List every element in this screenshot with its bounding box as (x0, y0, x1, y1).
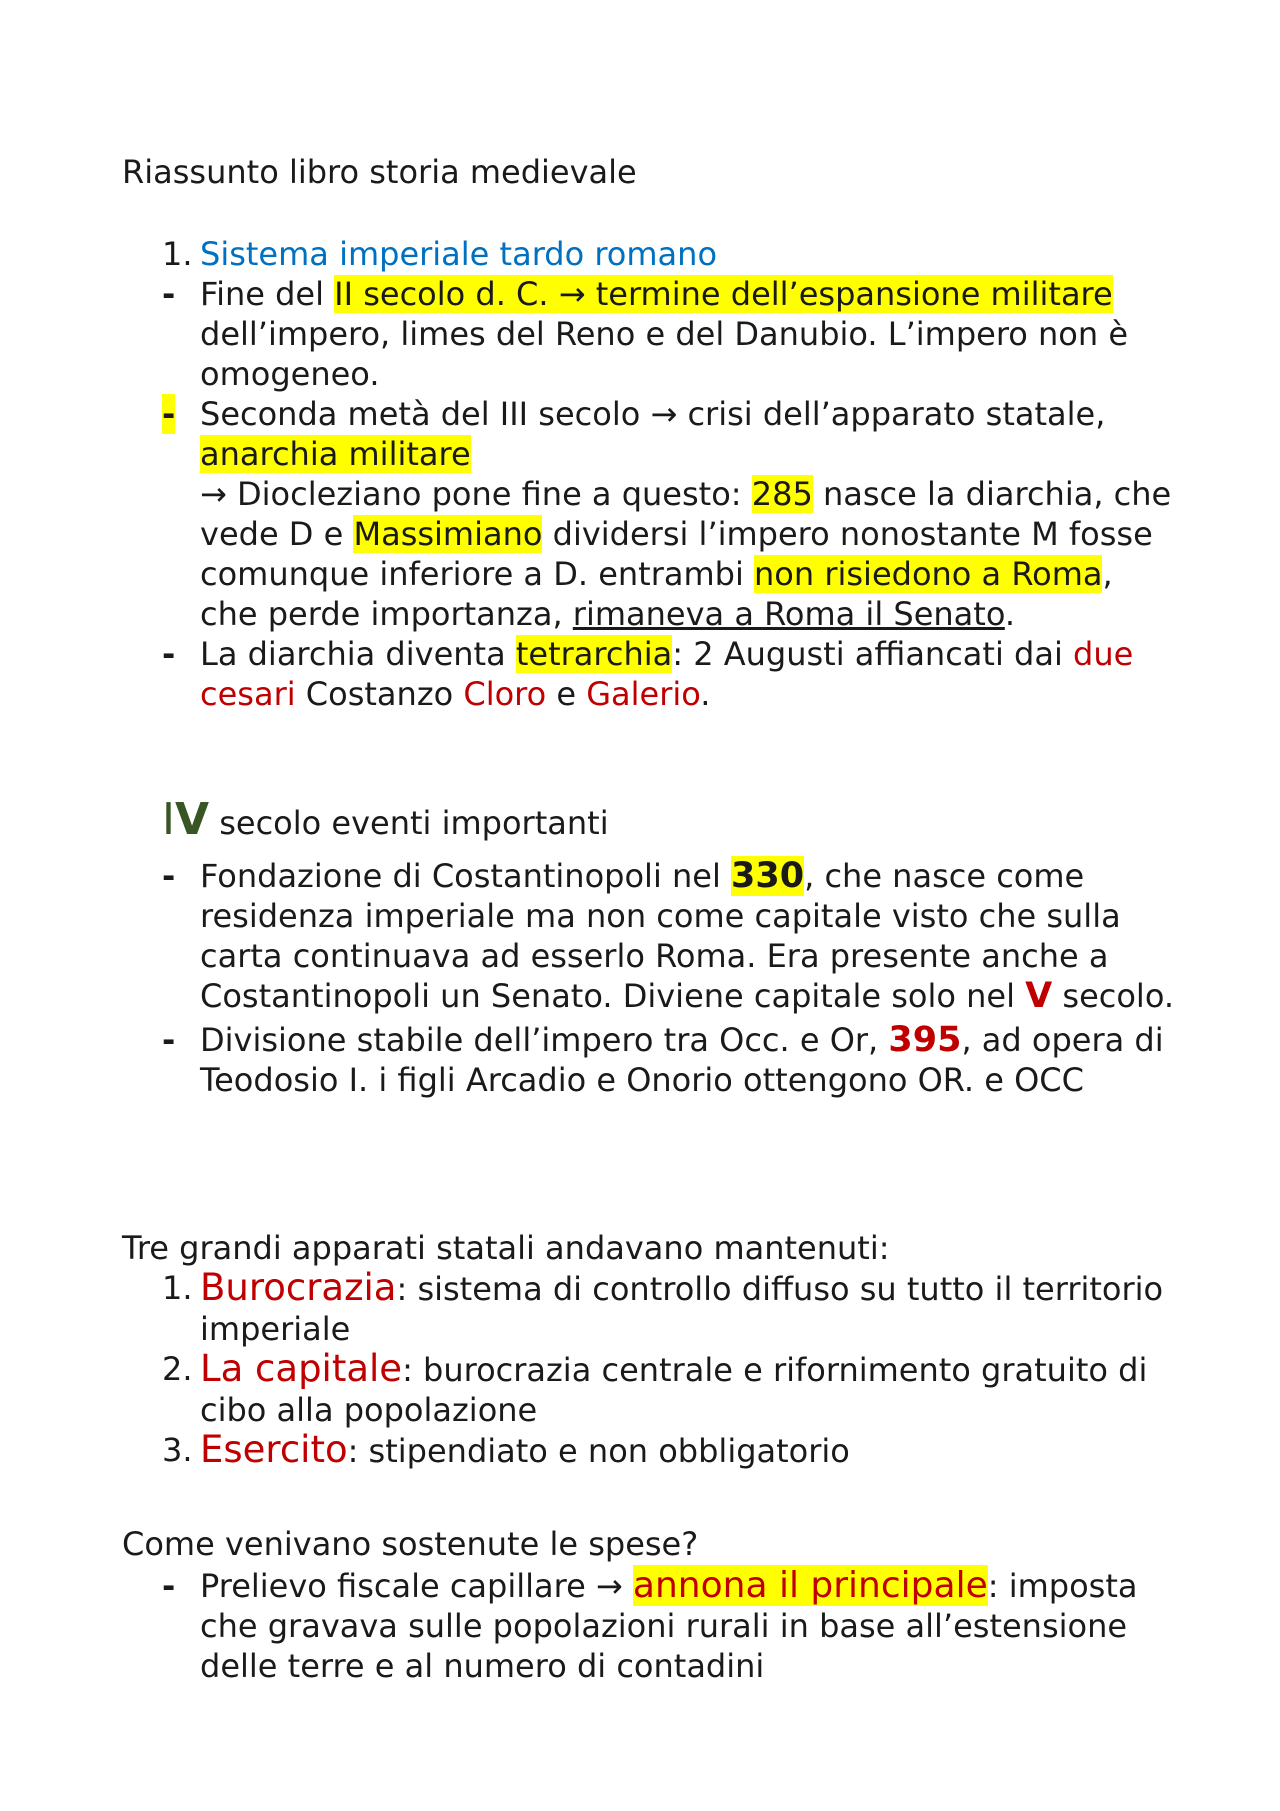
bullet-marker: - (162, 275, 176, 313)
bullet-text: Costanzo (295, 675, 464, 713)
bullet-text: , che nasce come residenza imperiale ma non come capitale visto che sulla carta continuava ad esserlo Roma. Era presente anche a Costantinopoli un Senato. Diviene capitale solo nel (200, 857, 1121, 1015)
red-year: 395 (888, 1020, 962, 1060)
numbered-item (0, 1430, 1180, 1471)
highlighted-text: anarchia militare (200, 435, 471, 473)
red-term: La capitale (200, 1347, 403, 1390)
highlighted-text: II secolo d. C. → termine dell’espansione militare (334, 275, 1113, 313)
section-4-heading: Come venivano sostenute le spese? (122, 1525, 699, 1563)
bullet-item (0, 274, 1180, 394)
section-1-heading (0, 234, 1180, 274)
bullet-text: nasce la diarchia, che vede D e (200, 475, 1172, 553)
red-term: Esercito (200, 1428, 348, 1471)
red-roman-numeral: V (1025, 976, 1053, 1016)
bullet-text: . (700, 675, 711, 713)
section-heading-text: secolo eventi importanti (209, 804, 609, 842)
list-number: 2. (162, 1350, 193, 1388)
red-text: Cloro (463, 675, 547, 713)
numbered-item (0, 1349, 1180, 1430)
bullet-text: dell’impero, limes del Reno e del Danubio. L’impero non è omogeneo. (200, 315, 1129, 393)
item-text: : burocrazia centrale e rifornimento gratuito di cibo alla popolazione (200, 1351, 1148, 1429)
bullet-text: Fondazione di Costantinopoli nel (200, 857, 732, 895)
bullet-item (0, 634, 1180, 714)
bullet-text: Seconda metà del III secolo → crisi dell’apparato statale, (200, 395, 1106, 433)
roman-numeral-i: I (162, 794, 175, 845)
section-1 (0, 234, 1180, 714)
section-3-heading: Tre grandi apparati statali andavano mantenuti: (122, 1229, 890, 1267)
numbered-item (0, 1268, 1180, 1349)
section-4 (0, 1566, 1180, 1686)
bullet-text: Fine del (200, 275, 335, 313)
list-number: 3. (162, 1431, 193, 1469)
bullet-text: dividersi l’impero nonostante M fosse comunque inferiore a D. entrambi (200, 515, 1153, 593)
roman-numeral-v: V (174, 794, 210, 845)
item-text: : stipendiato e non obbligatorio (347, 1432, 850, 1470)
bullet-text: . (1004, 595, 1015, 633)
bullet-text: : 2 Augusti affiancati dai (672, 635, 1073, 673)
bullet-marker: - (162, 635, 176, 673)
bullet-marker: - (162, 857, 176, 895)
bullet-item (0, 1566, 1180, 1686)
bullet-marker: - (162, 1021, 176, 1059)
red-text: Galerio (586, 675, 701, 713)
bullet-marker: - (162, 1567, 176, 1605)
bullet-text: Prelievo fiscale capillare → (200, 1567, 633, 1605)
highlighted-year: 285 (751, 475, 813, 513)
bullet-text: , ad opera di Teodosio I. i figli Arcadio e Onorio ottengono OR. e OCC (200, 1021, 1164, 1099)
bullet-text: Divisione stabile dell’impero tra Occ. e Or, (200, 1021, 889, 1059)
underlined-text: rimaneva a Roma il Senato (572, 595, 1005, 633)
highlighted-text: tetrarchia (515, 635, 673, 673)
document-title: Riassunto libro storia medievale (122, 153, 637, 191)
highlighted-text: non risiedono a Roma (754, 555, 1103, 593)
highlighted-red-text: annona il principale (632, 1565, 988, 1606)
bullet-text: → Diocleziano pone fine a questo: (200, 475, 752, 513)
bullet-text: secolo. (1052, 977, 1174, 1015)
bullet-text: : imposta che gravava sulle popolazioni rurali in base all’estensione delle terre e al numero di contadini (200, 1567, 1138, 1685)
red-text: due cesari (200, 635, 1134, 713)
bullet-text: e (546, 675, 587, 713)
list-number: 1. (162, 235, 193, 273)
red-term: Burocrazia (200, 1266, 397, 1309)
item-text: : sistema di controllo diffuso su tutto il territorio imperiale (200, 1270, 1164, 1348)
bullet-text: , che perde importanza, (200, 555, 1113, 633)
bullet-marker: - (162, 395, 176, 433)
highlighted-year: 330 (731, 856, 805, 896)
section-heading-text: Sistema imperiale tardo romano (200, 235, 718, 273)
section-2 (0, 856, 1180, 1100)
highlighted-text: Massimiano (353, 515, 543, 553)
bullet-text: La diarchia diventa (200, 635, 516, 673)
section-2-heading (162, 794, 609, 845)
bullet-item (0, 394, 1180, 634)
section-3-list (0, 1268, 1180, 1471)
bullet-item (0, 1020, 1180, 1100)
bullet-item (0, 856, 1180, 1016)
list-number: 1. (162, 1269, 193, 1307)
